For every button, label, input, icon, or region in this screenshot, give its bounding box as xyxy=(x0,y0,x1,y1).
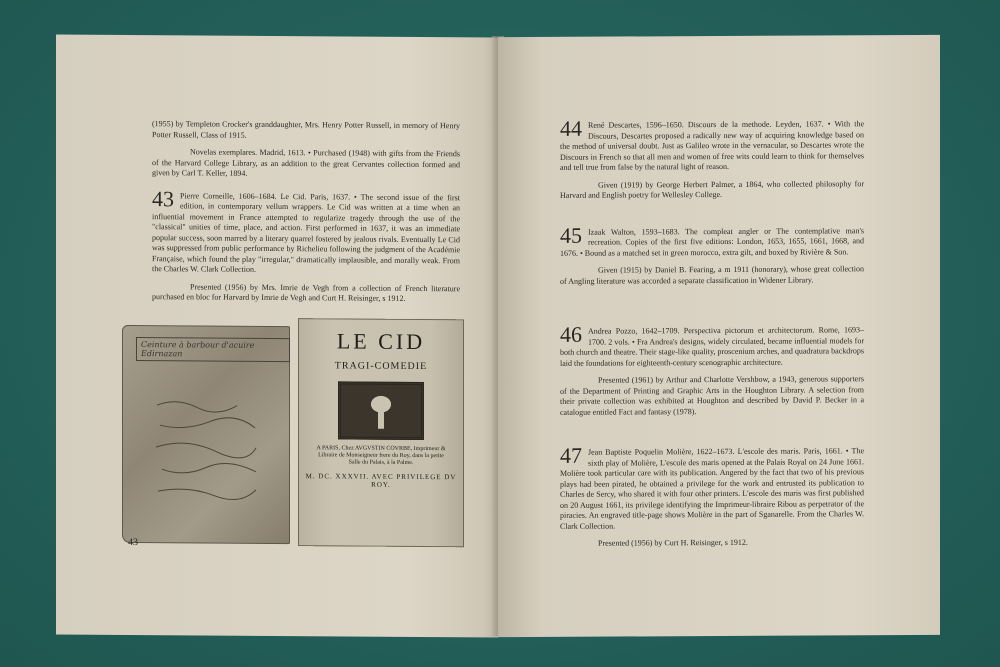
entry-46 xyxy=(560,321,864,369)
handwritten-note: Ceinture à barbour d'acuire Edirnazan xyxy=(136,337,290,362)
entry-provenance: Presented (1961) by Arthur and Charlotte Vershbow, a 1943, generous supporters of the Department of Printing and Graphic Arts in the Houghton Library. A selection from their private collection was exhibited at Houghton and described by David P. Becker in a catalogue entitled Fact and fantasy (1978). xyxy=(560,374,864,417)
entry-provenance: Presented (1956) by Curt H. Reisinger, s 1912. xyxy=(598,537,748,548)
entry-text: René Descartes, 1596–1650. Discours de la methode. Leyden, 1637. • With the Discours, Descartes proposed a radically new way of acquiring knowledge based on the method of universal doubt. Just as Galileo wrote in the vernacular, so Descartes wrote the Discours in French so that all men and women of free wits could learn to think for themselves and tell true from false by the natural light of reason. xyxy=(560,119,864,172)
entry-number: 45 xyxy=(560,222,582,248)
title-page-imprint: A PARIS, Chez AVGVSTIN COVRBE, Imprimeur & Libraire de Monseigneur frere du Roy, dans la petite Salle du Palais, à la Palme. xyxy=(316,445,446,466)
entry-47 xyxy=(560,442,864,532)
open-book xyxy=(56,36,940,636)
entry-number: 47 xyxy=(560,442,582,468)
book-photograph xyxy=(122,317,464,549)
entry-text: Izaak Walton, 1593–1683. The compleat angler or The contemplative man's recreation. Copies of the first five editions: London, 1653, 1655, 1661, 1668, and 1676. • Bound as a matched set in green morocco, extra gilt, and boxed by Rivière & Son. xyxy=(560,225,864,258)
entry-number: 44 xyxy=(560,115,582,141)
left-page xyxy=(56,34,498,637)
entry-text: Andrea Pozzo, 1642–1709. Perspectiva pictorum et architectorum. Rome, 1693–1700. 2 vols. • Fra Andrea's designs, widely circulated, became influential models for both church and theatre. Their stage-like quality, proscenium arches, and quadratura backdrops laid the foundations for eighteenth-century scenographic architecture. xyxy=(560,325,864,368)
title-page-heading: LE CID xyxy=(336,328,426,355)
entry-provenance: Presented (1956) by Mrs. Imrie de Vegh from a collection of French literature purchased en bloc for Harvard by Imrie de Vegh and Curt H. Reisinger, s 1912. xyxy=(152,281,460,303)
manuscript-scribble-icon xyxy=(152,395,262,516)
right-text-column xyxy=(560,115,864,556)
right-page xyxy=(498,35,940,637)
title-page-subtitle: TRAGI-COMEDIE xyxy=(334,360,428,373)
title-page-date: M. DC. XXXVII. AVEC PRIVILEGE DV ROY. xyxy=(305,472,457,489)
page-number: 43 xyxy=(128,536,138,549)
entry-43 xyxy=(152,185,460,277)
title-page xyxy=(298,318,464,547)
vellum-cover xyxy=(122,325,290,544)
entry-44 xyxy=(560,115,864,173)
entry-45 xyxy=(560,222,864,259)
left-text-column xyxy=(152,119,460,312)
paragraph-continued: (1955) by Templeton Crocker's granddaughter, Mrs. Henry Potter Russell, in memory of Henry Potter Russell, Class of 1915. xyxy=(152,119,460,140)
entry-text: Pierre Corneille, 1606–1684. Le Cid. Paris, 1637. • The second issue of the first edition, in contemporary vellum wrappers. Le Cid was written at a time when an influential movement in France attempted to regularize tragedy through the use of the "classical" unities of time, place, and action. First performed in 1637, it was an immediate popular success, soon marred by a literary quarrel fostered by jealous rivals. Eventually Le Cid was suppressed from public performance by Richelieu following the judgment of the Académie Française, which found the play "irregular," dramatically implausible, and morally weak. From the Charles W. Clark Collection. xyxy=(152,190,460,274)
entry-text: Jean Baptiste Poquelin Molière, 1622–1673. L'escole des maris. Paris, 1661. • The sixth play of Molière, L'escole des maris opened at the Palais Royal on 24 June 1661. Molière took particular care with its publication. Angered by the fact that two of his previous plays had been pirated, he obtained a privilege for the work and entrusted its publication to Charles de Sercy, who shared it with four other printers. L'escole des maris was first published on 20 August 1661, its privilege identifying the Imprimeur-libraire Ribou as perpetrator of the piracies. An engraved title-page shows Molière in the part of Sganarelle. From the Charles W. Clark Collection. xyxy=(560,446,864,531)
paragraph-novelas: Novelas exemplares. Madrid, 1613. • Purchased (1948) with gifts from the Friends of the Harvard College Library, as an addition to the great Cervantes collection formed and given by Carl T. Keller, 1894. xyxy=(152,147,460,178)
printer-device-icon xyxy=(338,381,424,440)
entry-provenance: Given (1919) by George Herbert Palmer, a 1864, who collected philosophy for Harvard and English poetry for Wellesley College. xyxy=(560,178,864,200)
entry-number: 43 xyxy=(152,185,174,211)
entry-provenance: Given (1915) by Daniel B. Fearing, a m 1911 (honorary), whose great collection of Angling literature was accorded a separate classification in Widener Library. xyxy=(560,264,864,286)
entry-number: 46 xyxy=(560,321,582,347)
